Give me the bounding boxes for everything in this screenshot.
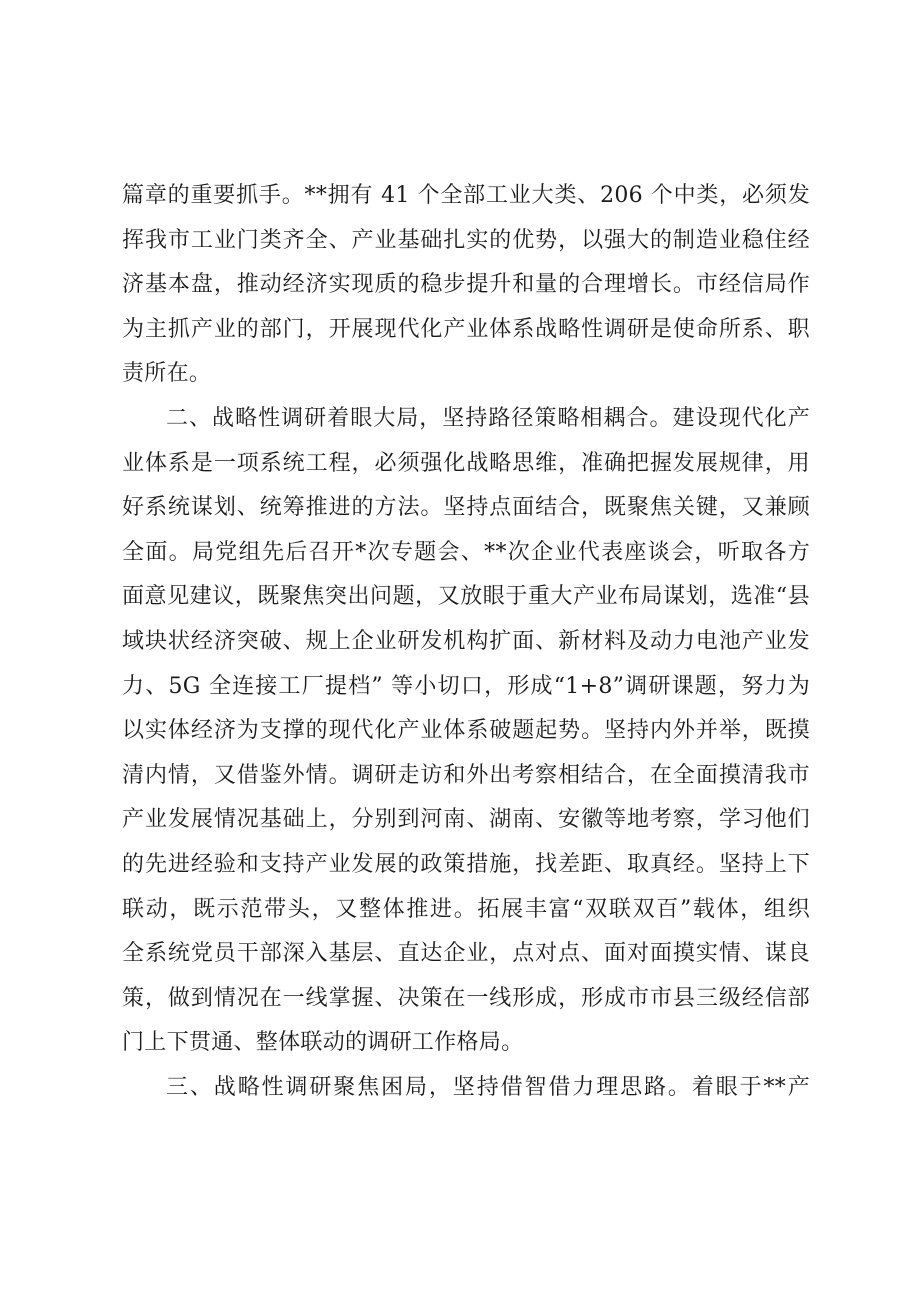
text-line: 三、战略性调研聚焦困局，坚持借智借力理思路。着眼于**产: [166, 1074, 810, 1100]
paragraph-2: [122, 397, 810, 1066]
text-line: 篇章的重要抓手。**拥有 41 个全部工业大类、206 个中类，必须发: [122, 183, 810, 208]
paragraph-3: [122, 1066, 810, 1111]
text-line: 全系统党员干部深入基层、直达企业，点对点、面对面摸实情、谋良: [122, 941, 810, 967]
text-line: 挥我市工业门类齐全、产业基础扎实的优势，以强大的制造业稳住经: [122, 227, 810, 253]
text-line: 以实体经济为支撑的现代化产业体系破题起势。坚持内外并举，既摸: [122, 718, 810, 744]
text-line: 为主抓产业的部门，开展现代化产业体系战略性调研是使命所系、职: [122, 316, 810, 342]
text-line: 力、5G 全连接工厂提档” 等小切口，形成“1+8”调研课题，努力为: [122, 673, 810, 699]
text-line: 产业发展情况基础上，分别到河南、湖南、安徽等地考察，学习他们: [122, 807, 810, 833]
document-body: [122, 174, 810, 1110]
text-line: 门上下贯通、整体联动的调研工作格局。: [122, 1030, 524, 1056]
text-line: 二、战略性调研着眼大局，坚持路径策略相耦合。建设现代化产: [166, 405, 810, 431]
text-line: 域块状经济突破、规上企业研发机构扩面、新材料及动力电池产业发: [122, 628, 810, 654]
text-line: 清内情，又借鉴外情。调研走访和外出考察相结合，在全面摸清我市: [122, 762, 810, 788]
text-line: 策，做到情况在一线掌握、决策在一线形成，形成市市县三级经信部: [122, 985, 810, 1011]
text-line: 好系统谋划、统筹推进的方法。坚持点面结合，既聚焦关键，又兼顾: [122, 495, 810, 521]
text-line: 责所在。: [122, 361, 212, 387]
text-line: 业体系是一项系统工程，必须强化战略思维，准确把握发展规律，用: [122, 450, 810, 476]
paragraph-1: [122, 174, 810, 397]
text-line: 的先进经验和支持产业发展的政策措施，找差距、取真经。坚持上下: [122, 851, 810, 877]
text-line: 联动，既示范带头，又整体推进。拓展丰富“双联双百”载体，组织: [122, 896, 810, 922]
text-line: 面意见建议，既聚焦突出问题，又放眼于重大产业布局谋划，选准“县: [122, 584, 810, 610]
text-line: 全面。局党组先后召开*次专题会、**次企业代表座谈会，听取各方: [122, 539, 810, 565]
text-line: 济基本盘，推动经济实现质的稳步提升和量的合理增长。市经信局作: [122, 272, 810, 298]
